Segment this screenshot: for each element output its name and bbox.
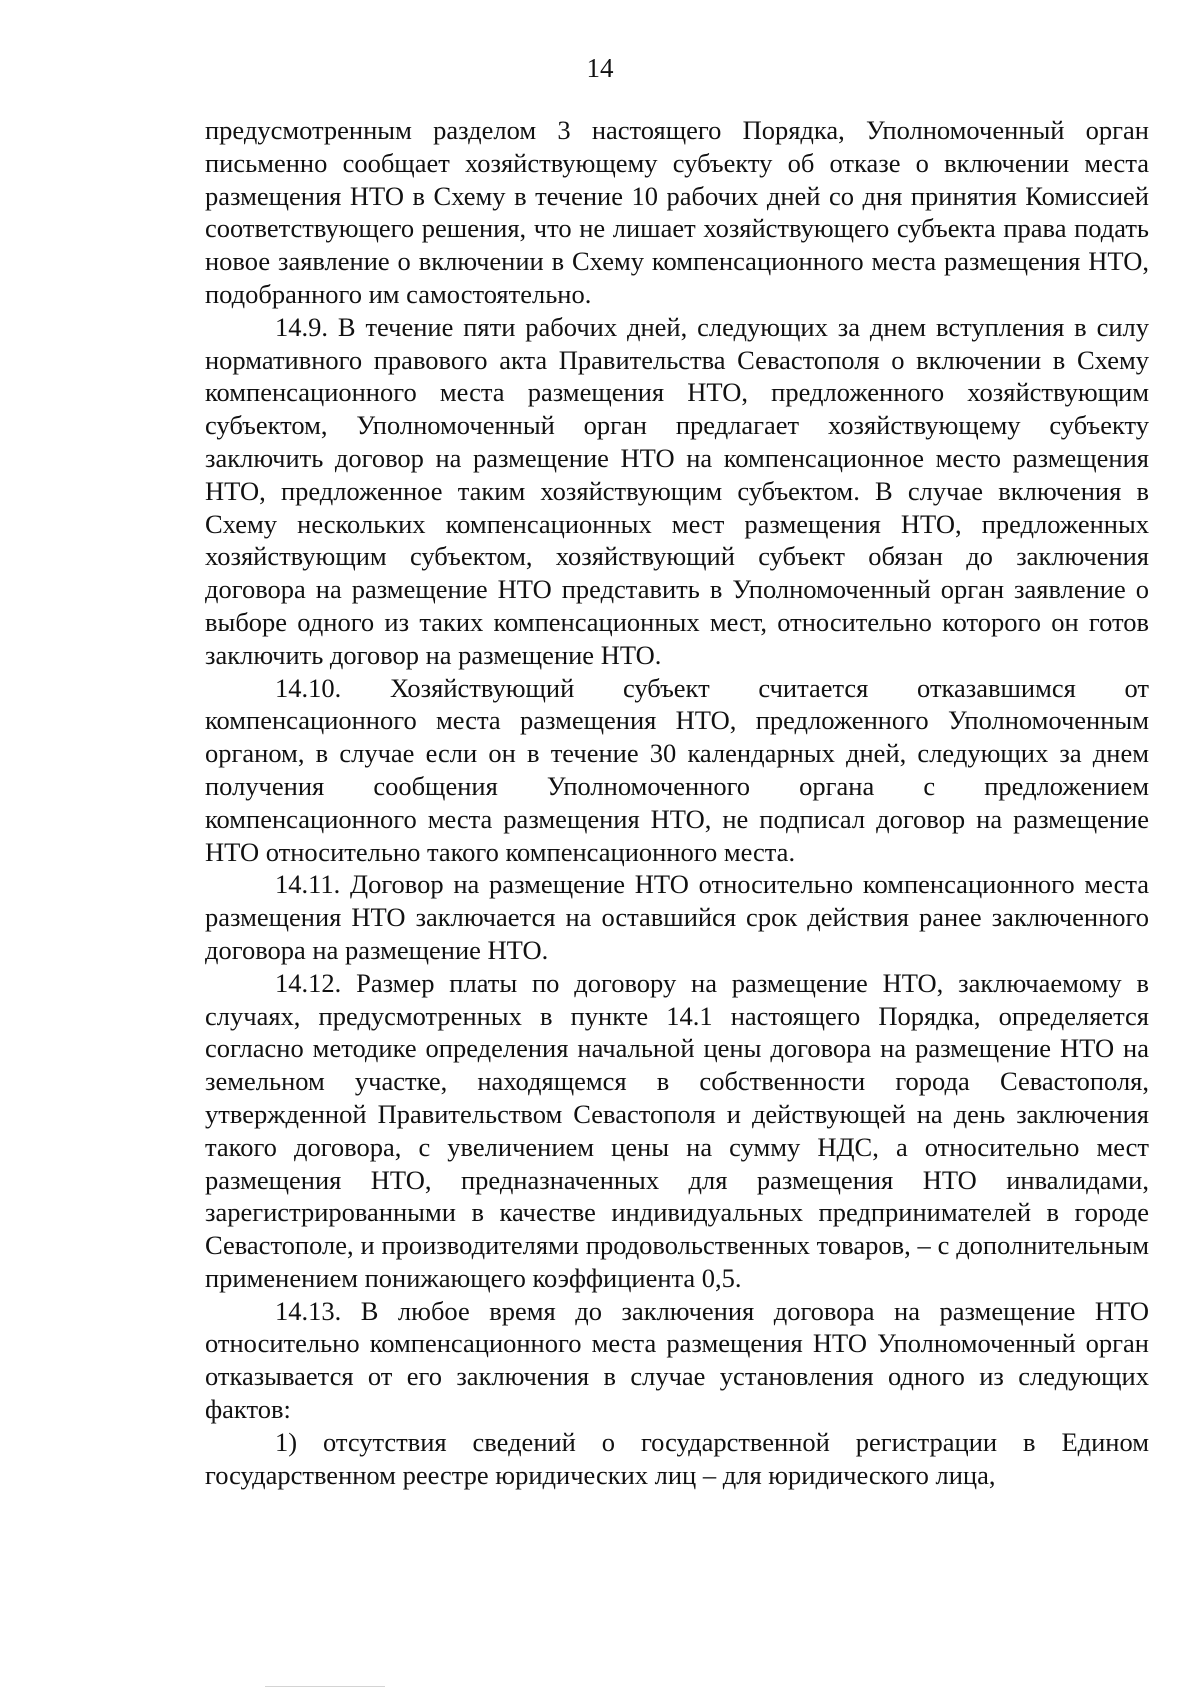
paragraph-14-13: 14.13. В любое время до заключения договора на размещение НТО относительно компенсационного места размещения НТО Уполномоченный орган отказывается от его заключения в случае установления одного из следующих фактов: <box>205 1295 1149 1425</box>
document-body <box>205 114 1149 1491</box>
paragraph-continuation: предусмотренным разделом 3 настоящего Порядка, Уполномоченный орган письменно сообщает хозяйствующему субъекту об отказе о включении места размещения НТО в Схему в течение 10 рабочих дней со дня принятия Комиссией соответствующего решения, что не лишает хозяйствующего субъекта права подать новое заявление о включении в Схему компенсационного места размещения НТО, подобранного им самостоятельно. <box>205 115 1149 309</box>
page-number: 14 <box>586 53 614 83</box>
paragraph-14-12: 14.12. Размер платы по договору на размещение НТО, заключаемому в случаях, предусмотренных в пункте 14.1 настоящего Порядка, определяется согласно методике определения начальной цены договора на размещение НТО на земельном участке, находящемся в собственности города Севастополя, утвержденной Правительством Севастополя и действующей на день заключения такого договора, с увеличением цены на сумму НДС, а относительно мест размещения НТО, предназначенных для размещения НТО инвалидами, зарегистрированными в качестве индивидуальных предпринимателей в городе Севастополе, и производителями продовольственных товаров, – с дополнительным применением понижающего коэффициента 0,5. <box>205 967 1149 1293</box>
list-item-1: 1) отсутствия сведений о государственной регистрации в Едином государственном реестре юридических лиц – для юридического лица, <box>205 1426 1149 1490</box>
paragraph-14-11: 14.11. Договор на размещение НТО относительно компенсационного места размещения НТО заключается на оставшийся срок действия ранее заключенного договора на размещение НТО. <box>205 869 1149 965</box>
scan-artifact <box>265 1686 385 1690</box>
paragraph-14-9: 14.9. В течение пяти рабочих дней, следующих за днем вступления в силу нормативного правового акта Правительства Севастополя о включении в Схему компенсационного места размещения НТО, предложенного хозяйствующим субъектом, Уполномоченный орган предлагает хозяйствующему субъекту заключить договор на размещение НТО на компенсационное место размещения НТО, предложенное таким хозяйствующим субъектом. В случае включения в Схему нескольких компенсационных мест размещения НТО, предложенных хозяйствующим субъектом, хозяйствующий субъект обязан до заключения договора на размещение НТО представить в Уполномоченный орган заявление о выборе одного из таких компенсационных мест, относительно которого он готов заключить договор на размещение НТО. <box>205 311 1149 670</box>
paragraph-14-10: 14.10. Хозяйствующий субъект считается отказавшимся от компенсационного места размещения НТО, предложенного Уполномоченным органом, в случае если он в течение 30 календарных дней, следующих за днем получения сообщения Уполномоченного органа с предложением компенсационного места размещения НТО, не подписал договор на размещение НТО относительно такого компенсационного места. <box>205 672 1149 867</box>
